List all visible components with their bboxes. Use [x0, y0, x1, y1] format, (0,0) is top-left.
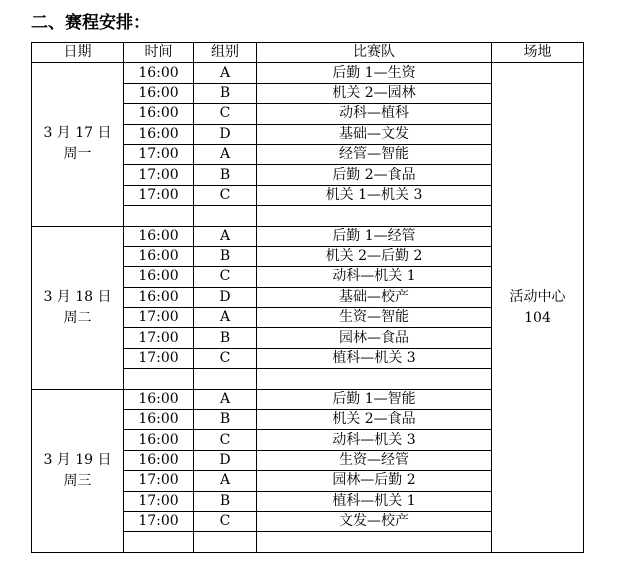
group-cell: C	[194, 430, 257, 450]
header-date: 日期	[32, 43, 124, 63]
empty-cell	[124, 369, 194, 389]
group-cell: C	[194, 348, 257, 368]
time-cell: 16:00	[124, 83, 194, 103]
teams-cell: 生资—经管	[257, 450, 492, 470]
teams-cell: 动科—机关 1	[257, 267, 492, 287]
group-cell: A	[194, 389, 257, 409]
date-text: 3 月 19 日	[43, 451, 112, 468]
time-cell: 16:00	[124, 246, 194, 266]
time-cell: 17:00	[124, 144, 194, 164]
teams-cell: 生资—智能	[257, 308, 492, 328]
teams-cell: 后勤 1—智能	[257, 389, 492, 409]
teams-cell: 后勤 1—生资	[257, 63, 492, 83]
empty-cell	[257, 369, 492, 389]
time-cell: 16:00	[124, 389, 194, 409]
time-cell: 16:00	[124, 63, 194, 83]
venue-name: 活动中心	[509, 288, 566, 305]
teams-cell: 后勤 2—食品	[257, 165, 492, 185]
time-cell: 17:00	[124, 511, 194, 531]
group-cell: A	[194, 308, 257, 328]
group-cell: A	[194, 226, 257, 246]
table-row	[32, 63, 584, 83]
teams-cell: 基础—校产	[257, 287, 492, 307]
time-cell: 17:00	[124, 185, 194, 205]
teams-cell: 机关 2—食品	[257, 410, 492, 430]
date-cell	[32, 63, 124, 226]
group-cell: B	[194, 410, 257, 430]
teams-cell: 机关 2—后勤 2	[257, 246, 492, 266]
teams-cell: 植科—机关 1	[257, 491, 492, 511]
empty-cell	[124, 206, 194, 226]
time-cell: 17:00	[124, 348, 194, 368]
time-cell: 16:00	[124, 267, 194, 287]
teams-cell: 动科—机关 3	[257, 430, 492, 450]
section-title: 二、赛程安排：	[31, 13, 150, 33]
schedule-table	[31, 42, 584, 553]
date-text: 3 月 18 日	[43, 288, 112, 305]
weekday-text: 周二	[63, 309, 92, 326]
time-cell: 16:00	[124, 226, 194, 246]
group-cell: B	[194, 491, 257, 511]
teams-cell: 园林—食品	[257, 328, 492, 348]
header-teams: 比赛队	[257, 43, 492, 63]
group-cell: B	[194, 83, 257, 103]
time-cell: 16:00	[124, 410, 194, 430]
group-cell: D	[194, 124, 257, 144]
group-cell: A	[194, 144, 257, 164]
venue-room: 104	[524, 309, 551, 326]
group-cell: B	[194, 328, 257, 348]
time-cell: 16:00	[124, 104, 194, 124]
time-cell: 16:00	[124, 287, 194, 307]
group-cell: C	[194, 511, 257, 531]
header-venue: 场地	[492, 43, 584, 63]
empty-cell	[194, 532, 257, 552]
time-cell: 17:00	[124, 328, 194, 348]
time-cell: 17:00	[124, 165, 194, 185]
date-cell	[32, 226, 124, 389]
date-text: 3 月 17 日	[43, 125, 112, 142]
empty-cell	[257, 206, 492, 226]
teams-cell: 机关 1—机关 3	[257, 185, 492, 205]
time-cell: 16:00	[124, 124, 194, 144]
time-cell: 17:00	[124, 471, 194, 491]
group-cell: C	[194, 185, 257, 205]
date-cell	[32, 389, 124, 552]
empty-cell	[194, 369, 257, 389]
header-row	[32, 43, 584, 63]
weekday-text: 周一	[63, 146, 92, 163]
teams-cell: 经管—智能	[257, 144, 492, 164]
venue-cell	[492, 63, 584, 552]
teams-cell: 基础—文发	[257, 124, 492, 144]
group-cell: C	[194, 104, 257, 124]
group-cell: A	[194, 471, 257, 491]
group-cell: C	[194, 267, 257, 287]
time-cell: 16:00	[124, 450, 194, 470]
empty-cell	[124, 532, 194, 552]
group-cell: A	[194, 63, 257, 83]
time-cell: 16:00	[124, 430, 194, 450]
empty-cell	[257, 532, 492, 552]
teams-cell: 园林—后勤 2	[257, 471, 492, 491]
teams-cell: 后勤 1—经管	[257, 226, 492, 246]
weekday-text: 周三	[63, 472, 92, 489]
teams-cell: 植科—机关 3	[257, 348, 492, 368]
teams-cell: 动科—植科	[257, 104, 492, 124]
group-cell: B	[194, 165, 257, 185]
empty-cell	[194, 206, 257, 226]
group-cell: D	[194, 450, 257, 470]
time-cell: 17:00	[124, 491, 194, 511]
header-time: 时间	[124, 43, 194, 63]
teams-cell: 文发—校产	[257, 511, 492, 531]
group-cell: D	[194, 287, 257, 307]
header-group: 组别	[194, 43, 257, 63]
group-cell: B	[194, 246, 257, 266]
teams-cell: 机关 2—园林	[257, 83, 492, 103]
time-cell: 17:00	[124, 308, 194, 328]
